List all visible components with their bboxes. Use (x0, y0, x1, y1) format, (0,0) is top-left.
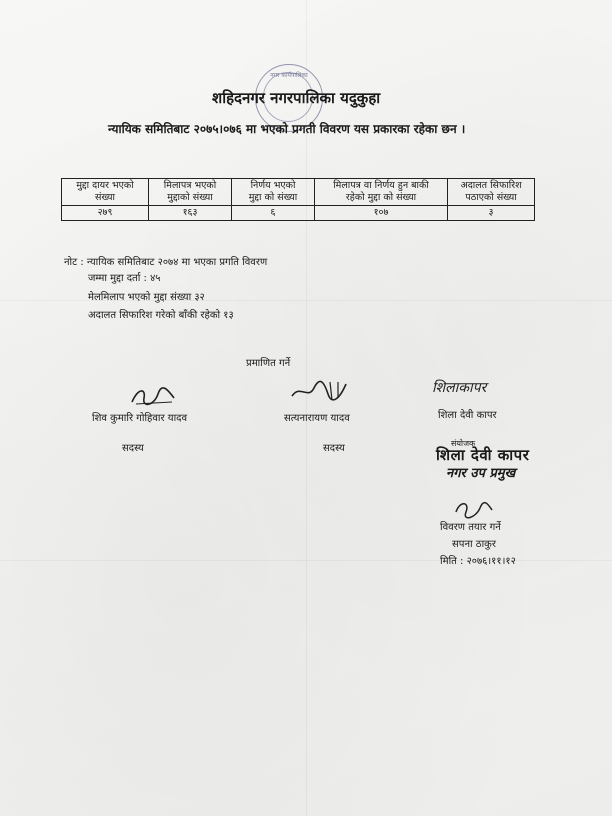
signatory-name: सत्यनारायण यादव (284, 413, 350, 424)
signature-mark (452, 498, 496, 520)
note-line: अदालत सिफारिश गरेको बाँकी रहेको १३ (88, 310, 234, 321)
table-cell: ३ (448, 206, 535, 221)
certification-label: प्रमाणित गर्ने (246, 358, 291, 369)
note-line: जम्मा मुद्दा दर्ता : ४५ (88, 273, 161, 284)
signatory-name: शिव कुमारि गोहिवार यादव (92, 413, 188, 424)
note-line: मेलमिलाप भएको मुद्दा संख्या ३२ (88, 292, 205, 303)
signatory-name: शिला देवी कापर (438, 410, 497, 421)
table-header-cell: मिलापत्र भएको मुद्दाको संख्या (149, 179, 232, 206)
page-subtitle: न्यायिक समितिबाट २०७५।०७६ मा भएको प्रगती विवरण यस प्रकारका रहेका छन । (108, 122, 466, 136)
prepared-by-name: सपना ठाकुर (452, 539, 496, 550)
table-cell: २७९ (62, 206, 149, 221)
prepared-by-label: विवरण तयार गर्ने (440, 522, 501, 533)
table-cell: १६३ (149, 206, 232, 221)
signatory-role: सदस्य (323, 443, 345, 454)
signature-mark (288, 378, 352, 406)
signatory-role: संयोजक (451, 439, 476, 448)
seal-text: नगर कार्यपालिका (270, 72, 308, 79)
signatory-role: सदस्य (122, 443, 144, 454)
progress-table (61, 178, 535, 221)
table-cell: ६ (232, 206, 315, 221)
note-heading: नोट : न्यायिक समितिबाट २०७४ मा भएका प्रगति विवरण (64, 257, 268, 268)
table-header-cell: अदालत सिफारिश पठाएको संख्या (448, 179, 535, 206)
report-date: मिति : २०७६।११।१२ (440, 556, 516, 567)
stamp-role: नगर उप प्रमुख (446, 466, 516, 481)
handwritten-signature: शिलाकापर (432, 380, 487, 396)
table-header-cell: निर्णय भएको मुद्दा को संख्या (232, 179, 315, 206)
stamp-name: शिला देवी कापर (436, 446, 530, 464)
table-header-row (62, 179, 535, 206)
table-cell: १०७ (315, 206, 448, 221)
signature-mark (128, 384, 178, 410)
table-header-cell: मुद्दा दायर भएको संख्या (62, 179, 149, 206)
page-title: शहिदनगर नगरपालिका यदुकुहा (212, 89, 381, 107)
table-header-cell: मिलापत्र वा निर्णय हुन बाकी रहेको मुद्दा को संख्या (315, 179, 448, 206)
table-row (62, 206, 535, 221)
